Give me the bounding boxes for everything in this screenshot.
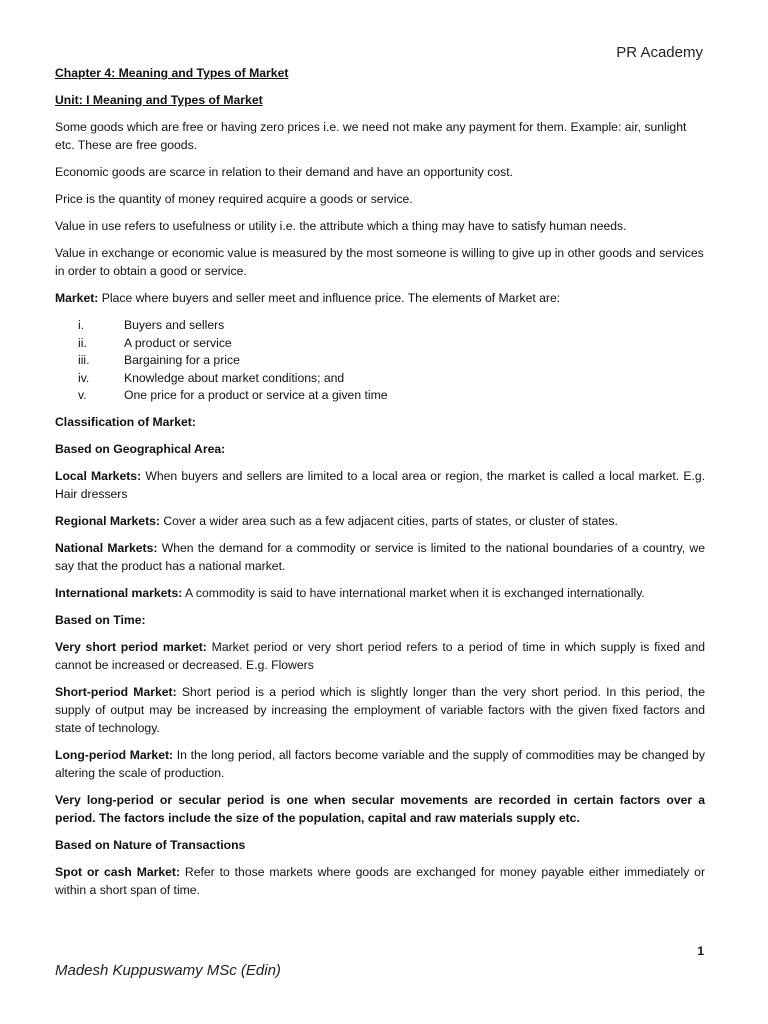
international-markets-text: A commodity is said to have international market when it is exchanged internationally. bbox=[182, 585, 645, 600]
spot-market-term: Spot or cash Market: bbox=[55, 864, 181, 879]
regional-markets-paragraph bbox=[55, 512, 705, 530]
market-text: Place where buyers and seller meet and influence price. The elements of Market are: bbox=[98, 291, 561, 305]
list-text: A product or service bbox=[124, 335, 232, 350]
market-elements-list bbox=[55, 316, 705, 404]
list-item bbox=[55, 369, 705, 387]
list-item bbox=[55, 351, 705, 369]
header-brand: PR Academy bbox=[616, 44, 703, 61]
list-text: One price for a product or service at a given time bbox=[124, 388, 388, 403]
list-number: v. bbox=[78, 388, 87, 403]
very-short-period-paragraph bbox=[55, 638, 705, 674]
very-long-period-paragraph: Very long-period or secular period is one when secular movements are recorded in certain factors over a period. The factors include the size of the population, capital and raw materials supply etc. bbox=[55, 792, 705, 825]
footer-author: Madesh Kuppuswamy MSc (Edin) bbox=[55, 962, 281, 979]
transactions-heading: Based on Nature of Transactions bbox=[55, 837, 246, 852]
list-text: Knowledge about market conditions; and bbox=[124, 370, 345, 385]
unit-title: Unit: I Meaning and Types of Market bbox=[55, 93, 263, 107]
time-heading: Based on Time: bbox=[55, 612, 146, 627]
national-markets-term: National Markets: bbox=[55, 540, 158, 555]
very-short-period-text: Market period or very short period refers to a period of time in which supply is fixed and cannot be increased or decreased. E.g. Flowers bbox=[55, 639, 705, 672]
list-item bbox=[55, 316, 705, 334]
spot-market-paragraph bbox=[55, 863, 705, 899]
page-number: 1 bbox=[697, 944, 704, 958]
list-text: Buyers and sellers bbox=[124, 318, 225, 332]
list-item bbox=[55, 386, 705, 404]
classification-heading: Classification of Market: bbox=[55, 414, 196, 429]
long-period-term: Long-period Market: bbox=[55, 747, 174, 762]
short-period-text: Short period is a period which is slightly longer than the very short period. In this period, the supply of output may be increased by increasing the employment of variable factors with the given fixed factors and state of technology. bbox=[55, 684, 705, 735]
value-in-use-paragraph: Value in use refers to usefulness or utility i.e. the attribute which a thing may have to satisfy human needs. bbox=[55, 219, 627, 233]
free-goods-paragraph: Some goods which are free or having zero prices i.e. we need not make any payment for them. Example: air, sunlight etc. These are free goods. bbox=[55, 120, 687, 152]
market-term: Market: bbox=[55, 291, 99, 305]
list-text: Bargaining for a price bbox=[124, 353, 240, 368]
document-body bbox=[55, 64, 705, 908]
long-period-text: In the long period, all factors become variable and the supply of commodities may be changed by altering the scale of production. bbox=[55, 747, 706, 780]
chapter-title: Chapter 4: Meaning and Types of Market bbox=[55, 66, 289, 80]
long-period-paragraph bbox=[55, 746, 705, 782]
list-number: i. bbox=[78, 318, 85, 332]
local-markets-term: Local Markets: bbox=[55, 468, 142, 483]
market-paragraph bbox=[55, 289, 705, 307]
list-number: ii. bbox=[78, 335, 87, 350]
geographical-heading: Based on Geographical Area: bbox=[55, 441, 226, 456]
spot-market-text: Refer to those markets where goods are exchanged for money payable either immediately or within a short span of time. bbox=[55, 864, 705, 897]
list-number: iii. bbox=[78, 353, 90, 368]
value-in-exchange-paragraph: Value in exchange or economic value is measured by the most someone is willing to give up in other goods and services in order to obtain a good or service. bbox=[55, 246, 704, 278]
short-period-paragraph bbox=[55, 683, 705, 737]
local-markets-text: When buyers and sellers are limited to a local area or region, the market is called a local market. E.g. Hair dressers bbox=[55, 468, 706, 501]
regional-markets-text: Cover a wider area such as a few adjacent cities, parts of states, or cluster of states. bbox=[159, 513, 618, 528]
very-short-period-term: Very short period market: bbox=[55, 639, 207, 654]
national-markets-text: When the demand for a commodity or service is limited to the national boundaries of a country, we say that the product has a national market. bbox=[55, 540, 706, 573]
regional-markets-term: Regional Markets: bbox=[55, 513, 160, 528]
international-markets-term: International markets: bbox=[55, 585, 183, 600]
economic-goods-paragraph: Economic goods are scarce in relation to their demand and have an opportunity cost. bbox=[55, 165, 513, 179]
list-item bbox=[55, 334, 705, 352]
list-number: iv. bbox=[78, 370, 90, 385]
national-markets-paragraph bbox=[55, 539, 705, 575]
price-paragraph: Price is the quantity of money required acquire a goods or service. bbox=[55, 192, 413, 206]
international-markets-paragraph bbox=[55, 584, 705, 602]
short-period-term: Short-period Market: bbox=[55, 684, 177, 699]
local-markets-paragraph bbox=[55, 467, 705, 503]
